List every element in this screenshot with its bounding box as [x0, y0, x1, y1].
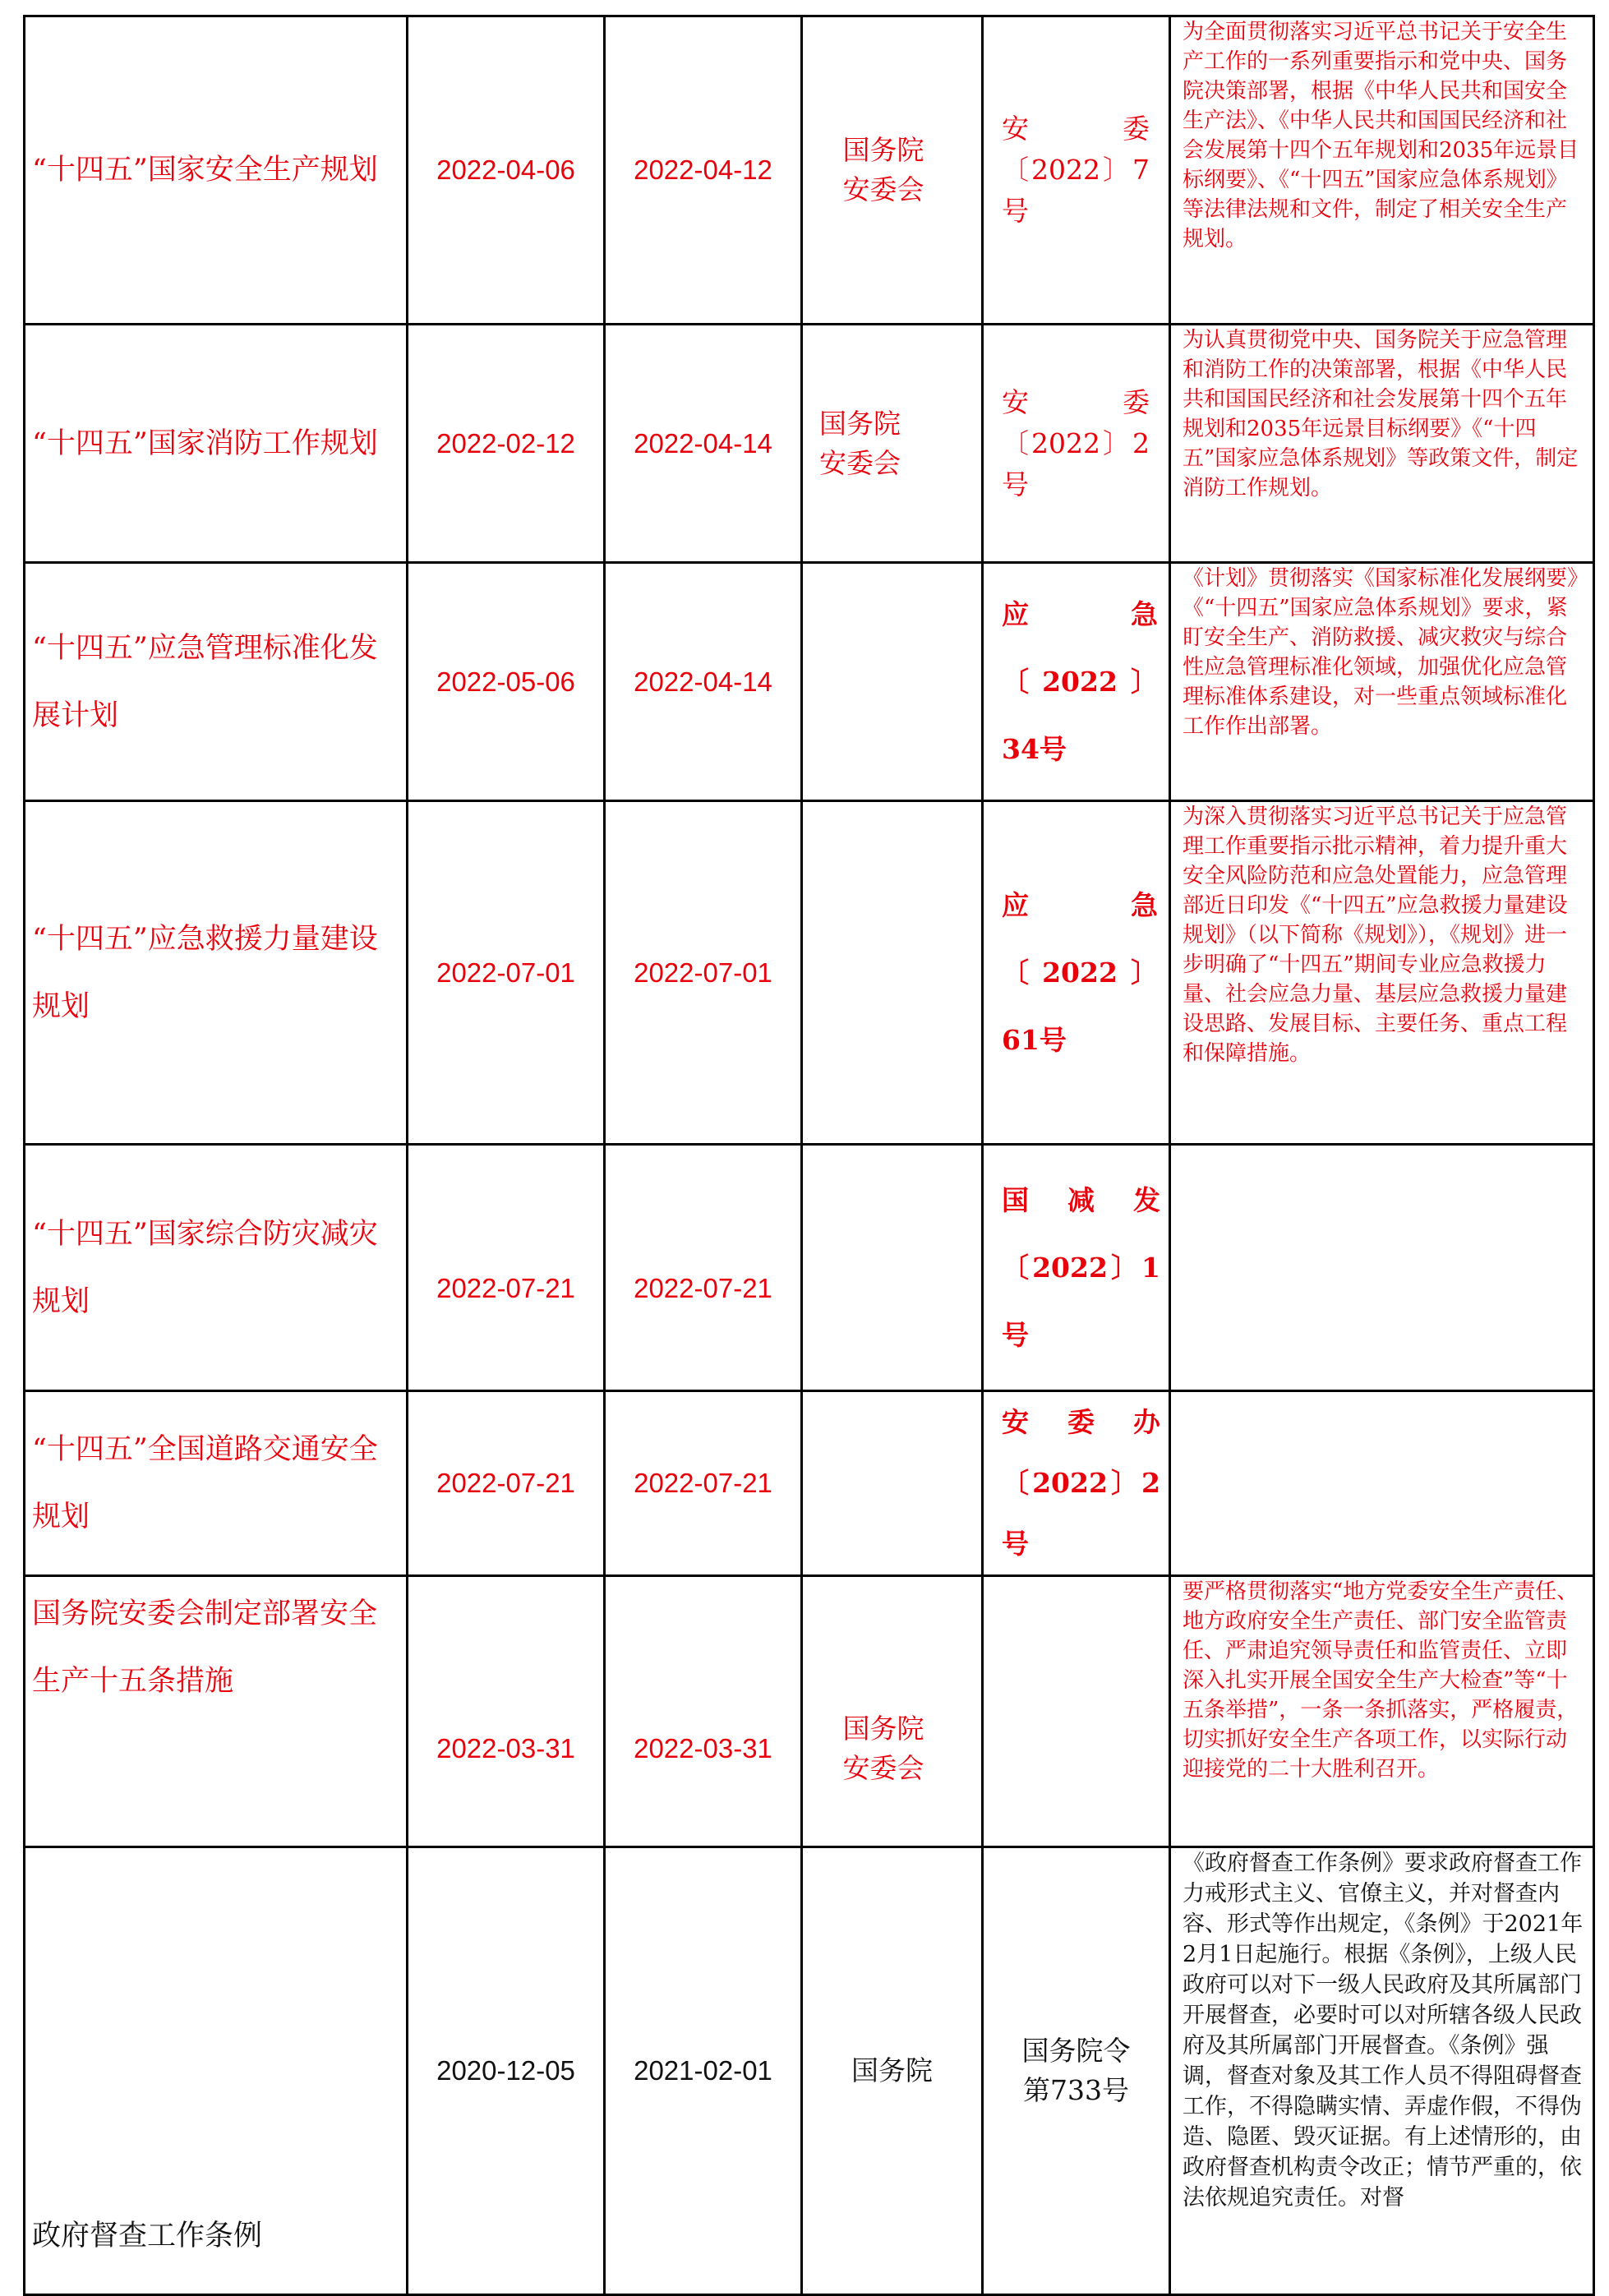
- issuer: [802, 1576, 983, 1847]
- effective-date: 2022-03-31: [605, 1576, 802, 1847]
- regulation-name: 政府督查工作条例: [25, 1847, 408, 2295]
- effective-date: 2022-04-14: [605, 563, 802, 801]
- document-number-text: 国务院令第733号: [1021, 2035, 1131, 2106]
- issue-date: 2022-04-06: [408, 16, 605, 325]
- regulation-name: “十四五”国家消防工作规划: [25, 325, 408, 563]
- regulation-name: “十四五”全国道路交通安全规划: [25, 1391, 408, 1576]
- effective-date: 2022-07-01: [605, 801, 802, 1145]
- summary: 要严格贯彻落实“地方党委安全生产责任、地方政府安全生产责任、部门安全监管责任、严肃追究领导责任和监管责任、立即深入扎实开展全国安全生产大检查”等“十五条举措”，一条一条抓落实，严格履责，切实抓好安全生产各项工作，以实际行动迎接党的二十大胜利召开。: [1170, 1576, 1594, 1847]
- issue-date: 2022-02-12: [408, 325, 605, 563]
- issuer: 国务院: [802, 1847, 983, 2295]
- summary: 为认真贯彻党中央、国务院关于应急管理和消防工作的决策部署，根据《中华人民共和国国民经济和社会发展第十四个五年规划和2035年远景目标纲要》《“十四五”国家应急体系规划》等政策文件，制定消防工作规划。: [1170, 325, 1594, 563]
- issuer: [802, 1391, 983, 1576]
- table-row: [25, 1391, 1594, 1576]
- document-number: [983, 1847, 1170, 2295]
- effective-date: 2021-02-01: [605, 1847, 802, 2295]
- issuer-text: 国务院安委会: [842, 1712, 924, 1784]
- document-number: [983, 325, 1170, 563]
- summary: 为深入贯彻落实习近平总书记关于应急管理工作重要指示批示精神，着力提升重大安全风险防范和应急处置能力，应急管理部近日印发《“十四五”应急救援力量建设规划》（以下简称《规划》），《规划》进一步明确了“十四五”期间专业应急救援力量、社会应急力量、基层应急救援力量建设思路、发展目标、主要任务、重点工程和保障措施。: [1170, 801, 1594, 1145]
- summary: 《政府督查工作条例》要求政府督查工作力戒形式主义、官僚主义，并对督查内容、形式等作出规定，《条例》于2021年2月1日起施行。根据《条例》，上级人民政府可以对下一级人民政府及其所属部门开展督查，必要时可以对所辖各级人民政府及其所属部门开展督查。《条例》强调，督查对象及其工作人员不得阻碍督查工作，不得隐瞒实情、弄虚作假，不得伪造、隐匿、毁灭证据。有上述情形的，由政府督查机构责令改正；情节严重的，依法依规追究责任。对督: [1170, 1847, 1594, 2295]
- table-row: [25, 563, 1594, 801]
- document-number-text: 应急〔2022〕34号: [1002, 597, 1158, 765]
- effective-date: 2022-07-21: [605, 1145, 802, 1391]
- table-row: [25, 1145, 1594, 1391]
- document-number: [983, 16, 1170, 325]
- effective-date: 2022-07-21: [605, 1391, 802, 1576]
- issuer: [802, 325, 983, 563]
- issue-date: 2022-05-06: [408, 563, 605, 801]
- issue-date: 2020-12-05: [408, 1847, 605, 2295]
- summary: 为全面贯彻落实习近平总书记关于安全生产工作的一系列重要指示和党中央、国务院决策部署，根据《中华人民共和国安全生产法》、《中华人民共和国国民经济和社会发展第十四个五年规划和2035年远景目标纲要》、《“十四五”国家应急体系规划》等法律法规和文件，制定了相关安全生产规划。: [1170, 16, 1594, 325]
- table-row: [25, 801, 1594, 1145]
- issuer: [802, 1145, 983, 1391]
- issue-date: 2022-07-21: [408, 1145, 605, 1391]
- regulation-name: “十四五”应急管理标准化发展计划: [25, 563, 408, 801]
- table-row: [25, 325, 1594, 563]
- regulation-name: “十四五”国家综合防灾减灾规划: [25, 1145, 408, 1391]
- issue-date: 2022-03-31: [408, 1576, 605, 1847]
- table-row: [25, 16, 1594, 325]
- summary: [1170, 1391, 1594, 1576]
- effective-date: 2022-04-14: [605, 325, 802, 563]
- issuer-text: 国务院安委会: [819, 407, 901, 479]
- document-number-text: 应急〔2022〕61号: [1002, 888, 1158, 1056]
- issuer-text: 国务院安委会: [842, 134, 924, 205]
- regulation-name: “十四五”应急救援力量建设规划: [25, 801, 408, 1145]
- table-row: [25, 1576, 1594, 1847]
- issuer: [802, 801, 983, 1145]
- summary: 《计划》贯彻落实《国家标准化发展纲要》《“十四五”国家应急体系规划》要求，紧盯安全生产、消防救援、减灾救灾与综合性应急管理标准化领域，加强优化应急管理标准体系建设，对一些重点领域标准化工作作出部署。: [1170, 563, 1594, 801]
- regulations-table: [23, 15, 1595, 2296]
- document-number: [983, 1576, 1170, 1847]
- regulation-name: 国务院安委会制定部署安全生产十五条措施: [25, 1576, 408, 1847]
- effective-date: 2022-04-12: [605, 16, 802, 325]
- document-number-text: 安委〔2022〕7号: [1002, 113, 1150, 227]
- document-number: [983, 563, 1170, 801]
- issuer: [802, 16, 983, 325]
- issue-date: 2022-07-01: [408, 801, 605, 1145]
- document-number-text: 安委〔2022〕2号: [1002, 385, 1150, 500]
- table-row: [25, 1847, 1594, 2295]
- summary: [1170, 1145, 1594, 1391]
- issuer: [802, 563, 983, 801]
- document-number: 国减发〔2022〕1号: [983, 1145, 1170, 1391]
- document-number: [983, 801, 1170, 1145]
- issue-date: 2022-07-21: [408, 1391, 605, 1576]
- document-number: 安委办〔2022〕2号: [983, 1391, 1170, 1576]
- regulation-name: “十四五”国家安全生产规划: [25, 16, 408, 325]
